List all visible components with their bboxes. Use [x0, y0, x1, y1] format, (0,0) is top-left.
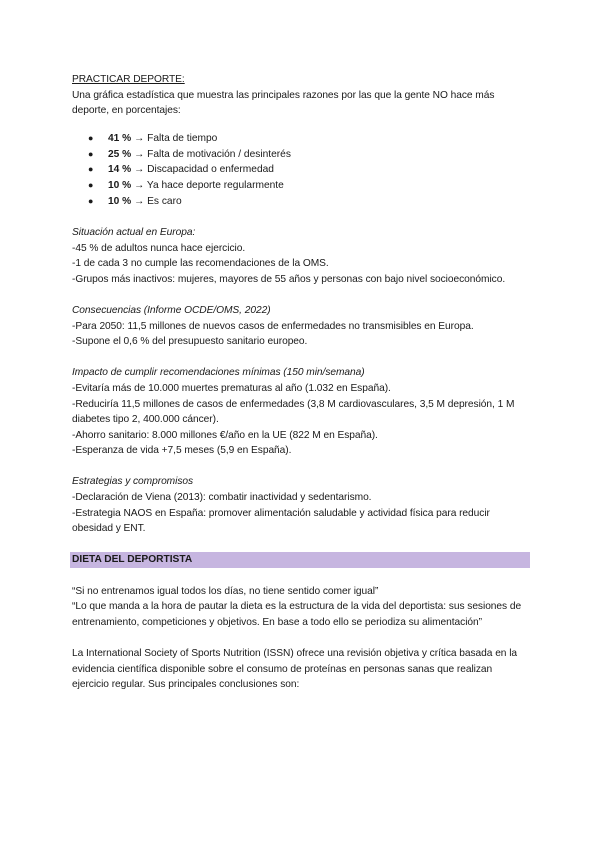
reasons-list — [72, 131, 528, 210]
subsection-title-consecuencias: Consecuencias (Informe OCDE/OMS, 2022) — [72, 305, 271, 317]
text-line: -Declaración de Viena (2013): combatir inactividad y sedentarismo. — [72, 492, 372, 504]
subsection-title-situacion: Situación actual en Europa: — [72, 227, 196, 239]
list-item: ● 10 % → Ya hace deporte regularmente — [72, 178, 528, 194]
list-item: ● 25 % → Falta de motivación / desinterés — [72, 147, 528, 163]
section-heading-practicar: PRACTICAR DEPORTE: — [72, 74, 185, 85]
text-line: -45 % de adultos nunca hace ejercicio. — [72, 242, 246, 254]
quote-line: “Si no entrenamos igual todos los días, no tiene sentido comer igual” — [72, 585, 379, 597]
bullet-icon: ● — [88, 148, 94, 159]
text-line: -Evitaría más de 10.000 muertes prematuras al año (1.032 en España). — [72, 383, 391, 395]
text-line: -Grupos más inactivos: mujeres, mayores de 55 años y personas con bajo nivel socioeconómico. — [72, 274, 506, 286]
list-item: ● 14 % → Discapacidad o enfermedad — [72, 162, 528, 178]
bullet-icon: ● — [88, 132, 94, 143]
text-line: -Esperanza de vida +7,5 meses (5,9 en España). — [72, 445, 292, 457]
text-line: -Ahorro sanitario: 8.000 millones €/año en la UE (822 M en España). — [72, 429, 378, 441]
section-banner-dieta: DIETA DEL DEPORTISTA — [70, 552, 530, 568]
subsection-title-impacto: Impacto de cumplir recomendaciones mínimas (150 min/semana) — [72, 367, 365, 379]
text-line: -Supone el 0,6 % del presupuesto sanitario europeo. — [72, 336, 308, 348]
intro-paragraph: Una gráfica estadística que muestra las principales razones por las que la gente NO hace más deporte, en porcentajes: — [72, 89, 495, 117]
document-page — [72, 72, 528, 693]
list-item: ● 41 % → Falta de tiempo — [72, 131, 528, 147]
text-line: -Reduciría 11,5 millones de casos de enfermedades (3,8 M cardiovasculares, 3,5 M depresión, 1 M diabetes tipo 2, 400.000 cáncer). — [72, 398, 515, 426]
list-item: ● 10 % → Es caro — [72, 194, 528, 210]
bullet-icon: ● — [88, 164, 94, 175]
issn-paragraph: La International Society of Sports Nutrition (ISSN) ofrece una revisión objetiva y crítica basada en la evidencia científica disponible sobre el consumo de proteínas en personas sanas que realizan ejercicio regular. Sus principales conclusiones son: — [72, 648, 518, 691]
bullet-icon: ● — [88, 195, 94, 206]
text-line: -1 de cada 3 no cumple las recomendaciones de la OMS. — [72, 258, 329, 270]
bullet-icon: ● — [88, 180, 94, 191]
text-line: -Estrategia NAOS en España: promover alimentación saludable y actividad física para reducir obesidad y ENT. — [72, 507, 490, 535]
text-line: -Para 2050: 11,5 millones de nuevos casos de enfermedades no transmisibles en Europa. — [72, 320, 474, 332]
subsection-title-estrategias: Estrategias y compromisos — [72, 476, 194, 488]
quote-line: “Lo que manda a la hora de pautar la dieta es la estructura de la vida del deportista: sus sesiones de entrenamiento, competiciones y objetivos. En base a todo ello se periodiza su alimentación” — [72, 601, 522, 629]
